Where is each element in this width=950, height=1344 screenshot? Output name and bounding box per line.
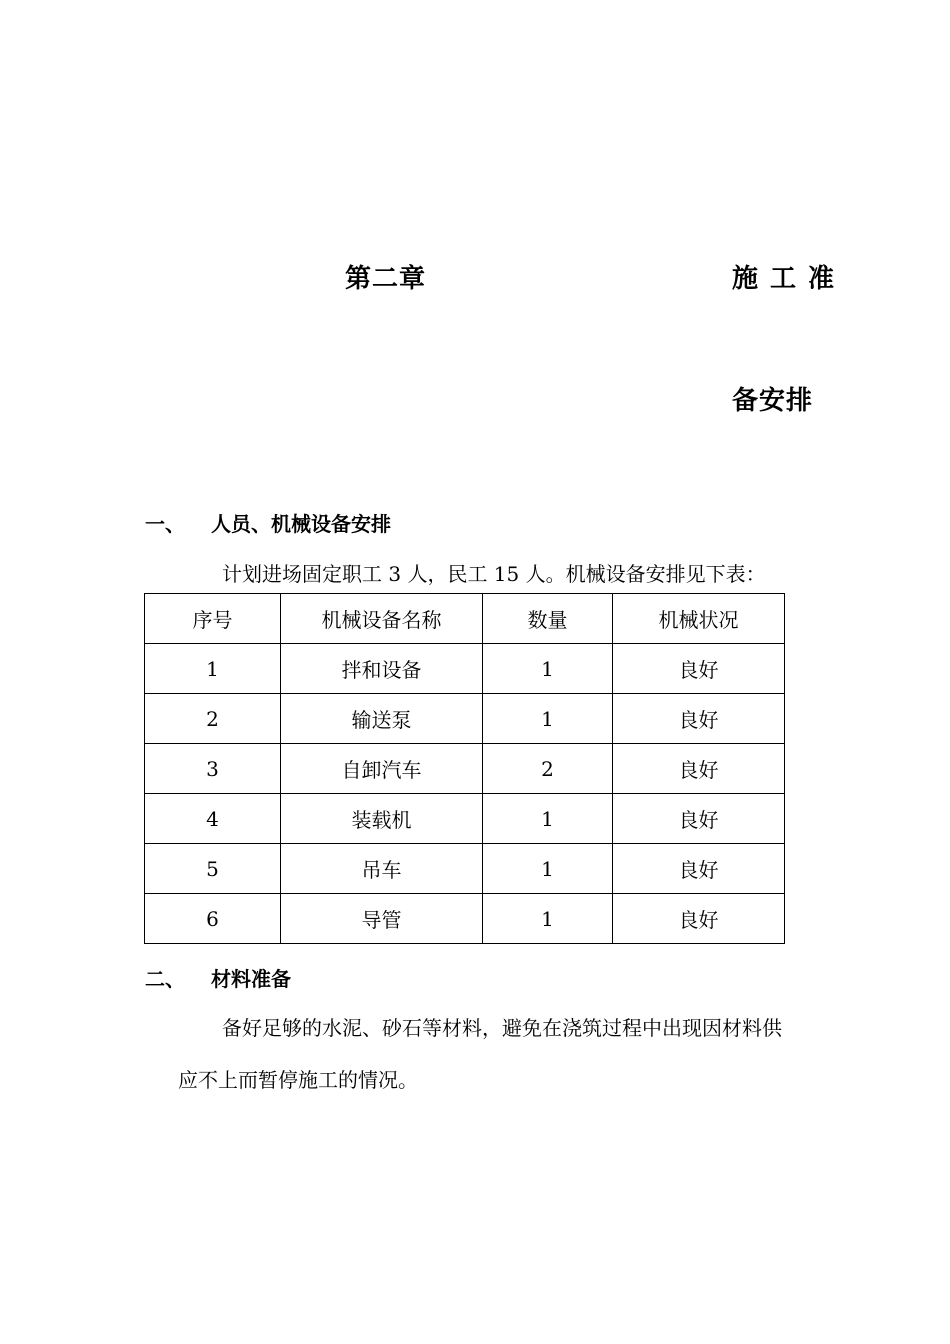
column-header: 序号 bbox=[145, 594, 281, 644]
column-header: 数量 bbox=[483, 594, 613, 644]
table-row bbox=[145, 794, 785, 844]
equipment-name-cell: 输送泵 bbox=[281, 694, 483, 744]
equipment-name-cell: 吊车 bbox=[281, 844, 483, 894]
index-cell: 6 bbox=[145, 894, 281, 944]
chapter-title-line-1: 施工准 bbox=[732, 264, 847, 294]
section-heading-materials bbox=[145, 963, 291, 992]
table-row bbox=[145, 744, 785, 794]
condition-cell: 良好 bbox=[613, 794, 785, 844]
quantity-cell: 1 bbox=[483, 844, 613, 894]
quantity-cell: 1 bbox=[483, 794, 613, 844]
condition-cell: 良好 bbox=[613, 644, 785, 694]
column-header: 机械设备名称 bbox=[281, 594, 483, 644]
quantity-cell: 2 bbox=[483, 744, 613, 794]
quantity-cell: 1 bbox=[483, 694, 613, 744]
equipment-name-cell: 拌和设备 bbox=[281, 644, 483, 694]
chapter-title-line-2: 备安排 bbox=[732, 386, 814, 416]
materials-paragraph-line-1: 备好足够的水泥、砂石等材料，避免在浇筑过程中出现因材料供 bbox=[222, 1016, 782, 1040]
index-cell: 3 bbox=[145, 744, 281, 794]
condition-cell: 良好 bbox=[613, 694, 785, 744]
section-heading-personnel bbox=[145, 508, 391, 537]
column-header: 机械状况 bbox=[613, 594, 785, 644]
equipment-table bbox=[144, 593, 785, 944]
section-title: 人员、机械设备安排 bbox=[211, 512, 391, 536]
table-row bbox=[145, 894, 785, 944]
section-number: 二、 bbox=[145, 967, 185, 991]
index-cell: 2 bbox=[145, 694, 281, 744]
condition-cell: 良好 bbox=[613, 894, 785, 944]
table-row bbox=[145, 844, 785, 894]
index-cell: 5 bbox=[145, 844, 281, 894]
materials-paragraph-line-2: 应不上而暂停施工的情况。 bbox=[178, 1068, 418, 1092]
section-title: 材料准备 bbox=[211, 967, 291, 991]
section-number: 一、 bbox=[145, 512, 185, 536]
quantity-cell: 1 bbox=[483, 644, 613, 694]
equipment-name-cell: 装载机 bbox=[281, 794, 483, 844]
equipment-name-cell: 导管 bbox=[281, 894, 483, 944]
table-row bbox=[145, 694, 785, 744]
index-cell: 1 bbox=[145, 644, 281, 694]
table-row bbox=[145, 644, 785, 694]
condition-cell: 良好 bbox=[613, 844, 785, 894]
quantity-cell: 1 bbox=[483, 894, 613, 944]
personnel-intro-paragraph: 计划进场固定职工 3 人，民工 15 人。机械设备安排见下表： bbox=[222, 562, 766, 586]
index-cell: 4 bbox=[145, 794, 281, 844]
condition-cell: 良好 bbox=[613, 744, 785, 794]
table-header-row bbox=[145, 594, 785, 644]
equipment-name-cell: 自卸汽车 bbox=[281, 744, 483, 794]
chapter-number: 第二章 bbox=[345, 264, 427, 294]
